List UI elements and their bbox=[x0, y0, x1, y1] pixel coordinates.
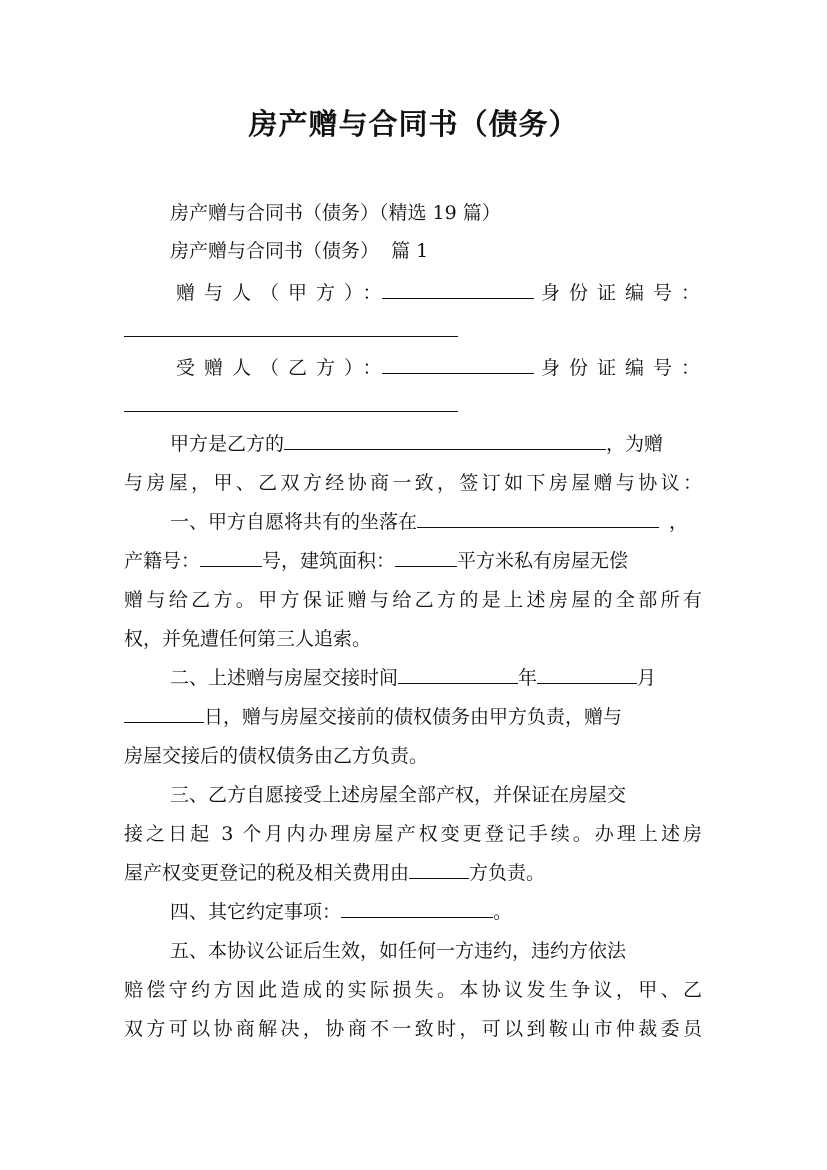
clause-4-line-1: 四、其它约定事项： 。 bbox=[170, 901, 513, 923]
document-title: 房产赠与合同书（债务） bbox=[248, 107, 579, 141]
section-heading: 房产赠与合同书（债务） 篇 1 bbox=[170, 240, 429, 262]
clause-1-line-4: 权，并免遭任何第三人追索。 bbox=[124, 628, 372, 650]
clause-1-line-2: 产籍号： 号，建筑面积： 平方米私有房屋无偿 bbox=[124, 550, 629, 572]
clause-3-line-2: 接之日起 3 个月内办理房屋产权变更登记手续。办理上述房 bbox=[124, 823, 702, 845]
donee-label: 受赠人（乙方）： bbox=[176, 357, 391, 379]
clause-1-line-3: 赠与给乙方。甲方保证赠与给乙方的是上述房屋的全部所有 bbox=[124, 589, 702, 611]
clause-3-line-3: 屋产权变更登记的税及相关费用由 方负责。 bbox=[124, 862, 546, 884]
clause-2-line-2: 日，赠与房屋交接前的债权债务由甲方负责，赠与 bbox=[124, 704, 622, 730]
clause-intro-line-1: 甲方是乙方的 ，为赠 bbox=[170, 433, 664, 455]
clause-2-line-3: 房屋交接后的债权债务由乙方负责。 bbox=[124, 745, 429, 767]
donor-label: 赠与人（甲方）： bbox=[176, 282, 391, 304]
clause-3-line-1: 三、乙方自愿接受上述房屋全部产权，并保证在房屋交 bbox=[170, 784, 627, 806]
id-number-label-2: 身份证编号： bbox=[541, 357, 710, 379]
clause-1-line-1: 一、甲方自愿将共有的坐落在 ， bbox=[170, 511, 689, 533]
donor-name-blank bbox=[382, 280, 534, 299]
clause-2-line-1: 二、上述赠与房屋交接时间 年 月 bbox=[170, 667, 657, 689]
donee-name-blank bbox=[382, 355, 534, 374]
clause-5-line-1: 五、本协议公证后生效，如任何一方违约，违约方依法 bbox=[170, 940, 627, 962]
clause-intro-line-2: 与房屋，甲、乙双方经协商一致，签订如下房屋赠与协议： bbox=[124, 472, 702, 494]
donee-id-blank bbox=[124, 393, 458, 412]
id-number-label-1: 身份证编号： bbox=[541, 282, 710, 304]
clause-5-line-2: 赔偿守约方因此造成的实际损失。本协议发生争议，甲、乙 bbox=[124, 979, 702, 1001]
donor-id-blank bbox=[124, 318, 458, 337]
document-subtitle: 房产赠与合同书（债务）（精选 19 篇） bbox=[170, 202, 501, 224]
clause-5-line-3: 双方可以协商解决，协商不一致时，可以到鞍山市仲裁委员 bbox=[124, 1018, 702, 1040]
